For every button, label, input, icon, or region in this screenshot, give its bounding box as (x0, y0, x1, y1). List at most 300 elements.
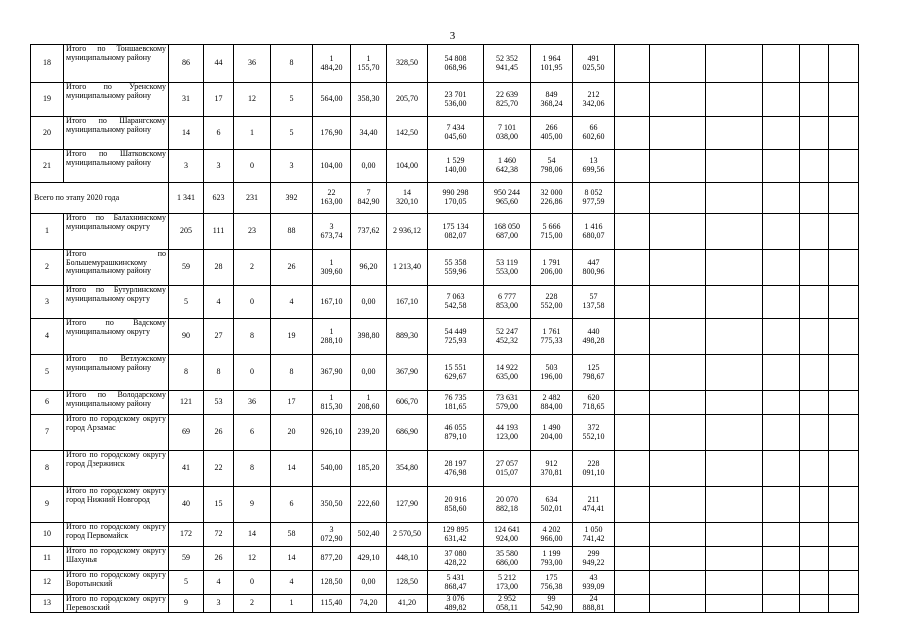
area-total-part: 673,74 (320, 230, 343, 240)
cost-region-part: 4 202 (542, 524, 561, 534)
col-2-count: 8 (204, 355, 234, 391)
empty-cell (829, 355, 859, 391)
empty-cell (829, 250, 859, 286)
cost-region (531, 117, 573, 150)
area-total (313, 547, 351, 571)
col-2-count: 15 (204, 487, 234, 523)
houses-count: 59 (169, 547, 204, 571)
cost-local (573, 415, 615, 451)
cost-local (573, 150, 615, 183)
col-2-count: 623 (204, 183, 234, 214)
cost-total-part: 476,98 (444, 467, 467, 477)
area-part-c: 167,10 (387, 286, 428, 319)
empty-cell (706, 571, 763, 595)
empty-cell (800, 83, 829, 117)
cost-region-part: 32 000 (540, 188, 563, 198)
cost-fund-part: 20 070 (496, 494, 518, 504)
empty-cell (706, 547, 763, 571)
cost-local-part: 13 (589, 156, 598, 166)
cost-local-part: 1 050 (584, 524, 603, 534)
empty-cell (650, 83, 706, 117)
cost-region-part: 226,86 (540, 197, 563, 206)
cost-region (531, 214, 573, 250)
cost-total-part: 175 134 (442, 221, 469, 231)
area-part-b-part: 7 (366, 188, 371, 198)
cost-fund-part: 52 352 (496, 53, 518, 63)
cost-total-part: 990 298 (442, 188, 469, 198)
cost-region (531, 355, 573, 391)
empty-cell (763, 83, 800, 117)
cost-region (531, 547, 573, 571)
cost-total-part: 7 063 (446, 292, 465, 302)
empty-cell (706, 595, 763, 613)
table-row (31, 523, 859, 547)
empty-cell (829, 319, 859, 355)
cost-region-part: 503 (545, 362, 558, 372)
cost-local (573, 391, 615, 415)
row-number: 13 (31, 595, 64, 613)
area-total (313, 319, 351, 355)
cost-local-part: 680,07 (582, 230, 605, 240)
area-total-part: 309,60 (320, 266, 343, 276)
cost-region-part: 175 (545, 572, 558, 582)
col-3-count: 36 (234, 45, 271, 83)
row-number: 21 (31, 150, 64, 183)
cost-region-part: 204,00 (540, 431, 563, 441)
row-number: 11 (31, 547, 64, 571)
cost-fund-part: 14 922 (496, 362, 518, 372)
area-part-b (351, 415, 387, 451)
cost-region-part: 756,38 (540, 581, 563, 591)
empty-cell (615, 355, 650, 391)
cost-total (428, 391, 484, 415)
empty-cell (829, 117, 859, 150)
cost-total (428, 523, 484, 547)
cost-fund-part: 038,00 (496, 132, 518, 141)
col-2-count: 111 (204, 214, 234, 250)
cost-region-part: 793,00 (540, 557, 563, 567)
cost-local-part: 137,58 (582, 301, 605, 310)
empty-cell (763, 319, 800, 355)
cost-fund-part: 825,70 (496, 98, 518, 108)
cost-total-part: 15 551 (444, 362, 467, 372)
cost-local (573, 355, 615, 391)
row-number: 1 (31, 214, 64, 250)
area-total (313, 415, 351, 451)
cost-local (573, 286, 615, 319)
area-part-b-part: 1 (366, 392, 371, 402)
cost-region-part: 266 (545, 123, 558, 133)
area-part-b-part: 0,00 (361, 296, 376, 306)
cost-local-part: 800,96 (582, 266, 605, 276)
cost-total-part: 879,10 (444, 431, 467, 441)
cost-total-part: 3 076 (446, 594, 465, 603)
area-part-c: 686,90 (387, 415, 428, 451)
cost-fund (484, 83, 531, 117)
empty-cell (615, 286, 650, 319)
district-name: Итого по городскому округу город Нижний Новгород (64, 487, 169, 523)
cost-fund-part: 882,18 (496, 503, 518, 513)
area-part-b (351, 45, 387, 83)
empty-cell (615, 83, 650, 117)
empty-cell (829, 571, 859, 595)
area-part-c (387, 183, 428, 214)
area-total (313, 117, 351, 150)
cost-total-part: 068,96 (444, 62, 467, 72)
col-3-count: 0 (234, 286, 271, 319)
empty-cell (615, 117, 650, 150)
cost-local (573, 523, 615, 547)
cost-local-part: 24 (589, 594, 598, 603)
area-part-b (351, 214, 387, 250)
col-4-count: 14 (271, 451, 313, 487)
cost-fund (484, 523, 531, 547)
area-part-b-part: 208,60 (357, 401, 380, 411)
area-total (313, 183, 351, 214)
cost-region-part: 5 666 (542, 221, 561, 231)
col-3-count: 9 (234, 487, 271, 523)
cost-region (531, 451, 573, 487)
cost-fund-part: 1 460 (498, 156, 516, 166)
area-part-c: 2 570,50 (387, 523, 428, 547)
row-number: 5 (31, 355, 64, 391)
area-part-c: 205,70 (387, 83, 428, 117)
cost-fund-part: 124 641 (494, 524, 520, 534)
cost-total (428, 45, 484, 83)
district-name: Итого по Уренскому муниципальному району (64, 83, 169, 117)
empty-cell (706, 250, 763, 286)
area-part-b (351, 250, 387, 286)
cost-fund-part: 73 631 (496, 392, 518, 402)
col-4-count: 4 (271, 286, 313, 319)
empty-cell (800, 150, 829, 183)
empty-cell (706, 183, 763, 214)
empty-cell (706, 451, 763, 487)
area-total (313, 487, 351, 523)
empty-cell (763, 183, 800, 214)
col-3-count: 1 (234, 117, 271, 150)
cost-local (573, 451, 615, 487)
empty-cell (615, 150, 650, 183)
cost-local (573, 214, 615, 250)
cost-local (573, 319, 615, 355)
cost-fund (484, 183, 531, 214)
cost-region (531, 571, 573, 595)
cost-total-part: 23 701 (444, 89, 467, 99)
area-part-c: 448,10 (387, 547, 428, 571)
empty-cell (829, 451, 859, 487)
area-part-b-part: 222,60 (357, 499, 380, 509)
empty-cell (650, 45, 706, 83)
area-total-part: 484,20 (320, 62, 343, 72)
area-part-c: 2 936,12 (387, 214, 428, 250)
area-total-part: 176,90 (320, 127, 343, 137)
houses-count: 3 (169, 150, 204, 183)
houses-count: 90 (169, 319, 204, 355)
empty-cell (763, 523, 800, 547)
empty-cell (829, 214, 859, 250)
empty-cell (829, 286, 859, 319)
area-total (313, 286, 351, 319)
cost-local-part: 718,65 (582, 401, 605, 411)
area-total (313, 451, 351, 487)
cost-total-part: 428,22 (444, 557, 467, 567)
cost-fund (484, 250, 531, 286)
cost-fund-part: 686,00 (496, 557, 518, 567)
area-part-b (351, 83, 387, 117)
cost-fund-part: 44 193 (496, 422, 518, 432)
cost-total-part: 181,65 (444, 401, 467, 411)
table-row (31, 571, 859, 595)
cost-local (573, 45, 615, 83)
houses-count: 9 (169, 595, 204, 613)
empty-cell (800, 45, 829, 83)
area-total-part: 1 (329, 392, 334, 402)
area-total (313, 391, 351, 415)
cost-local-part: 211 (587, 494, 600, 504)
empty-cell (763, 571, 800, 595)
empty-cell (615, 415, 650, 451)
cost-fund-part: 53 119 (496, 257, 518, 267)
table-row (31, 83, 859, 117)
empty-cell (650, 150, 706, 183)
empty-cell (650, 355, 706, 391)
empty-cell (829, 523, 859, 547)
area-total-part: 128,50 (320, 577, 343, 587)
area-part-c: 328,50 (387, 45, 428, 83)
col-4-count: 8 (271, 355, 313, 391)
col-2-count: 27 (204, 319, 234, 355)
cost-region-part: 884,00 (540, 401, 563, 411)
area-part-b-part: 398,80 (357, 331, 380, 341)
row-number: 20 (31, 117, 64, 150)
table-row (31, 214, 859, 250)
empty-cell (829, 487, 859, 523)
cost-local-part: 43 (589, 572, 598, 582)
area-part-b-part: 429,10 (357, 553, 380, 563)
area-total-part: 072,90 (320, 533, 343, 543)
empty-cell (800, 571, 829, 595)
cost-total-part: 20 916 (444, 494, 467, 504)
col-4-count: 392 (271, 183, 313, 214)
cost-local-part: 025,50 (582, 62, 605, 72)
cost-total-part: 46 055 (444, 422, 467, 432)
cost-fund-part: 7 101 (498, 123, 516, 133)
cost-fund-part: 452,32 (496, 335, 518, 345)
area-part-b (351, 595, 387, 613)
col-4-count: 3 (271, 150, 313, 183)
cost-fund (484, 117, 531, 150)
cost-fund (484, 214, 531, 250)
row-number: 10 (31, 523, 64, 547)
row-number: 9 (31, 487, 64, 523)
empty-cell (650, 250, 706, 286)
cost-local-part: 620 (587, 392, 600, 402)
district-name: Итого по городскому округу Шахунья (64, 547, 169, 571)
cost-region (531, 415, 573, 451)
col-2-count: 26 (204, 415, 234, 451)
cost-total-part: 76 735 (444, 392, 467, 402)
cost-local-part: 212 (587, 89, 600, 99)
cost-region (531, 45, 573, 83)
cost-total-part: 045,60 (444, 132, 467, 141)
area-part-b (351, 523, 387, 547)
area-total-part: 22 (327, 188, 336, 198)
empty-cell (800, 487, 829, 523)
cost-region-part: 552,00 (540, 301, 563, 310)
area-part-b-part: 0,00 (361, 367, 376, 377)
area-part-c: 104,00 (387, 150, 428, 183)
cost-region-part: 502,01 (540, 503, 563, 513)
cost-local (573, 250, 615, 286)
cost-total-part: 559,96 (444, 266, 467, 276)
area-total (313, 150, 351, 183)
area-total (313, 355, 351, 391)
empty-cell (615, 183, 650, 214)
empty-cell (650, 183, 706, 214)
cost-region-part: 849 (545, 89, 558, 99)
table-row (31, 45, 859, 83)
row-number: 12 (31, 571, 64, 595)
district-name: Итого по Балахнинскому муниципальному округу (64, 214, 169, 250)
district-name: Итого по городскому округу Воротынский (64, 571, 169, 595)
cost-fund-part: 950 244 (494, 188, 520, 198)
empty-cell (800, 391, 829, 415)
area-part-b (351, 150, 387, 183)
row-number: 2 (31, 250, 64, 286)
cost-local (573, 83, 615, 117)
col-4-count: 14 (271, 547, 313, 571)
cost-region-part: 715,00 (540, 230, 563, 240)
district-name: Итого по Володарскому муниципальному району (64, 391, 169, 415)
empty-cell (706, 319, 763, 355)
col-3-count: 8 (234, 319, 271, 355)
empty-cell (800, 250, 829, 286)
cost-local-part: 125 (587, 362, 600, 372)
district-name: Итого по городскому округу город Арзамас (64, 415, 169, 451)
col-4-count: 8 (271, 45, 313, 83)
page-number: 3 (449, 30, 456, 42)
table-row (31, 117, 859, 150)
cost-region (531, 595, 573, 613)
area-part-c-part: 320,10 (396, 197, 418, 206)
empty-cell (763, 415, 800, 451)
cost-fund-part: 6 777 (498, 292, 516, 302)
cost-local-part: 977,59 (582, 197, 605, 206)
cost-total (428, 487, 484, 523)
empty-cell (615, 571, 650, 595)
cost-fund-part: 642,38 (496, 165, 518, 174)
area-part-b-part: 358,30 (357, 94, 380, 104)
area-part-b (351, 571, 387, 595)
empty-cell (829, 150, 859, 183)
empty-cell (706, 415, 763, 451)
table-row (31, 547, 859, 571)
cost-local-part: 228 (587, 458, 600, 468)
empty-cell (763, 117, 800, 150)
row-number: 3 (31, 286, 64, 319)
col-3-count: 12 (234, 83, 271, 117)
houses-count: 5 (169, 286, 204, 319)
cost-local-part: 299 (587, 548, 600, 558)
area-part-b-part: 737,62 (357, 226, 380, 236)
col-2-count: 3 (204, 595, 234, 613)
cost-region-part: 1 791 (542, 257, 561, 267)
col-4-count: 5 (271, 117, 313, 150)
houses-count: 172 (169, 523, 204, 547)
area-total-part: 926,10 (320, 427, 343, 437)
area-part-b-part: 1 (366, 53, 371, 63)
cost-total (428, 250, 484, 286)
cost-fund-part: 965,60 (496, 197, 518, 206)
empty-cell (615, 487, 650, 523)
cost-local-part: 741,42 (582, 533, 605, 543)
cost-local (573, 117, 615, 150)
empty-cell (706, 83, 763, 117)
area-part-b-part: 0,00 (361, 577, 376, 587)
cost-region-part: 368,24 (540, 98, 563, 108)
table-row (31, 250, 859, 286)
col-3-count: 12 (234, 547, 271, 571)
cost-local-part: 474,41 (582, 503, 605, 513)
cost-local-part: 552,10 (582, 431, 605, 441)
area-total-part: 1 (329, 257, 334, 267)
empty-cell (615, 250, 650, 286)
cost-region-part: 798,06 (540, 165, 563, 174)
area-part-c: 1 213,40 (387, 250, 428, 286)
district-name: Итого по городскому округу город Первомайск (64, 523, 169, 547)
empty-cell (763, 391, 800, 415)
col-3-count: 8 (234, 451, 271, 487)
cost-region-part: 542,90 (540, 602, 563, 612)
area-part-b-part: 155,70 (357, 62, 380, 72)
empty-cell (829, 83, 859, 117)
cost-total-part: 140,00 (444, 165, 467, 174)
cost-total-part: 37 080 (444, 548, 467, 558)
cost-local-part: 602,60 (582, 132, 605, 141)
empty-cell (650, 487, 706, 523)
col-3-count: 2 (234, 250, 271, 286)
empty-cell (800, 595, 829, 613)
area-part-c: 606,70 (387, 391, 428, 415)
row-number: 18 (31, 45, 64, 83)
col-2-count: 72 (204, 523, 234, 547)
empty-cell (615, 45, 650, 83)
cost-fund (484, 319, 531, 355)
cost-fund-part: 168 050 (494, 221, 520, 231)
area-total-part: 163,00 (320, 197, 343, 206)
area-part-b (351, 487, 387, 523)
cost-total (428, 451, 484, 487)
district-name: Итого по Шатковскому муниципальному району (64, 150, 169, 183)
cost-fund (484, 415, 531, 451)
cost-fund-part: 173,00 (496, 581, 518, 591)
empty-cell (763, 250, 800, 286)
cost-local-part: 342,06 (582, 98, 605, 108)
cost-total (428, 571, 484, 595)
district-name: Итого по Шарангскому муниципальному району (64, 117, 169, 150)
table-row (31, 595, 859, 613)
cost-region (531, 487, 573, 523)
cost-local-part: 66 (589, 123, 598, 133)
cost-fund-part: 5 212 (498, 572, 516, 582)
cost-local-part: 498,28 (582, 335, 605, 345)
row-number: 19 (31, 83, 64, 117)
cost-region (531, 391, 573, 415)
area-total-part: 815,30 (320, 401, 343, 411)
area-part-b-part: 185,20 (357, 463, 380, 473)
area-total-part: 540,00 (320, 463, 343, 473)
